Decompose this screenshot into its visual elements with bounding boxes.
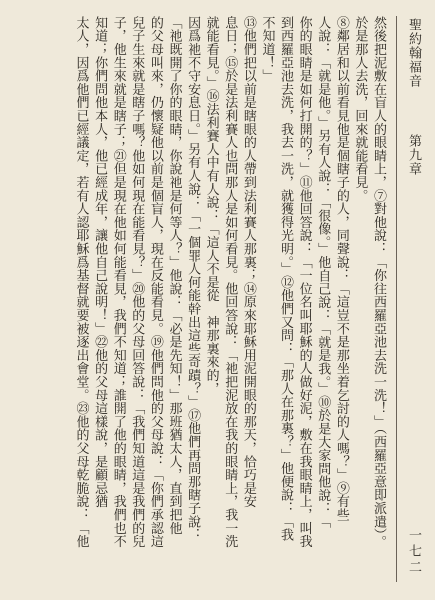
page-number: 一七二 (406, 528, 421, 576)
chapter-label: 第九章 (406, 134, 421, 176)
text-column: 子，他生來就是瞎子；㉑但是現在他如何能看見，我們不知道；誰開了他的眼睛，我們也不 (110, 16, 126, 548)
text-column: 於是那人去洗，回來就能看見。 (352, 16, 368, 203)
text-column: 然後把泥敷在盲人的眼睛上，⑦對他說：「你往西羅亞池去洗一洗！」（西羅亞意即派遣）。 (371, 16, 386, 549)
text-column: 就能看見。」⑯法利賽人中有人說：「這人不是從 神那裏來的， (203, 16, 219, 396)
text-column: 你的眼睛是如何打開的？」⑪他回答說：「一位名叫耶穌的人做好泥，敷在我眼睛上，叫我 (296, 16, 312, 548)
text-column: 太人，因爲他們已經議定，若有人認耶穌爲基督就要被逐出會堂。㉓他的父母乾脆說：「他 (73, 16, 89, 548)
text-column: 不知道！」 (259, 16, 275, 83)
header-rule (396, 16, 397, 582)
text-column: 的父母叫來，仍懷疑他以前是個盲人，現在反能看見。⑲他們問他的父母說：「你們承認這 (147, 16, 163, 548)
text-column: 兒子生來就是瞎子嗎？他如何現在能看見？」⑳他的父母回答說：「我們知道這是我們的兒 (129, 16, 145, 548)
text-column: ⑬他們把以前是瞎眼的人帶到法利賽人那裏；⑭原來耶穌用泥開眼的那天，恰巧是安 (240, 16, 256, 509)
chapter-text (14, 16, 387, 586)
text-column: 因爲祂不守安息日。」另有人說：「一個罪人何能幹出這些奇蹟？」⑰他們再問那瞎子說： (185, 16, 201, 542)
running-header (399, 16, 425, 576)
book-title: 聖約翰福音 (406, 18, 421, 88)
text-column: 「祂既開了你的眼睛，你說祂是何等人？」他說：「必是先知！」那班猶太人，直到把他 (166, 16, 182, 535)
text-column: 知道；你們問他本人，他已經成年，讓他自己說明！」㉒他的父母這樣說，是顧忌猶 (92, 16, 108, 509)
text-column: 人說：「就是他。」另有人說：「很像。」他自己說：「就是我。」⑩於是大家問他說：「 (315, 16, 331, 529)
text-column: 息日；⑮於是法利賽人也問那人是如何看見。他回答說：「祂把泥放在我的眼睛上，我一洗 (222, 16, 238, 548)
text-column: 到西羅亞池去洗，我去一洗，就獲得光明。」⑫他們又問：「那人在那裏？」他便說：「我 (278, 16, 294, 542)
text-column: ⑧鄰居和以前看見他是個瞎子的人，同聲說：「這豈不是那坐着乞討的人嗎？」⑨有些 (333, 16, 349, 522)
